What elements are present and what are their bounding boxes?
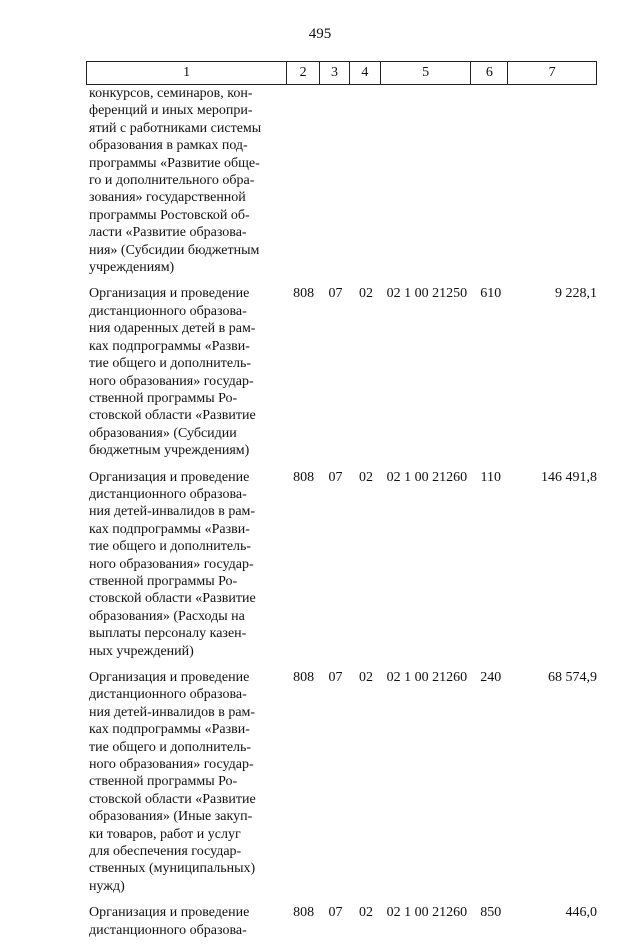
subsection-code xyxy=(351,85,382,276)
subsection-code: 02 xyxy=(358,286,373,302)
section-code xyxy=(321,85,351,276)
amount: 9 228,1 xyxy=(555,286,597,302)
column-header-3: 3 xyxy=(320,62,350,84)
target-article-code: 02 1 00 21260 xyxy=(386,905,468,921)
table-row xyxy=(86,469,597,660)
ministry-code: 808 xyxy=(293,670,315,685)
column-header-6: 6 xyxy=(471,62,508,84)
expense-type-code: 850 xyxy=(480,905,502,921)
column-header-1: 1 xyxy=(87,62,287,84)
table-row xyxy=(86,85,597,276)
row-description: Организация и проведение дистанционного образова- ния детей-инвалидов в рам- ках подпрограммы «Разви- тие общего и дополнитель- ного образования» государ- ственной программы Ро- стовской области «Развитие образования» (Иные закуп- ки товаров, работ и услуг для обеспечения государ- ственных (муниципальных) нужд) xyxy=(89,670,256,894)
column-header-7: 7 xyxy=(548,65,556,80)
row-description: конкурсов, семинаров, кон- ференций и иных меропри- ятий с работниками системы образования в рамках под- программы «Развитие обще- го и дополнительного обра- зования» государственной программы Ростовской об- ласти «Развитие образова- ния» (Субсидии бюджетным учреждениям) xyxy=(89,86,262,276)
target-article-code xyxy=(381,85,472,276)
expense-type-code: 240 xyxy=(480,670,502,685)
column-header-4: 4 xyxy=(350,62,381,84)
ministry-code: 808 xyxy=(293,286,315,302)
target-article-code: 02 1 00 21250 xyxy=(386,286,468,302)
table-header xyxy=(86,61,597,85)
ministry-code: 808 xyxy=(293,905,315,921)
target-article-code: 02 1 00 21260 xyxy=(386,670,468,685)
target-article-code: 02 1 00 21260 xyxy=(386,469,468,485)
amount: 446,0 xyxy=(565,905,597,921)
subsection-code: 02 xyxy=(358,905,373,921)
table-row xyxy=(86,285,597,459)
ministry-code xyxy=(287,85,321,276)
section-code: 07 xyxy=(328,905,343,921)
amount: 146 491,8 xyxy=(541,469,597,485)
table-row xyxy=(86,904,597,939)
subsection-code: 02 xyxy=(358,469,373,485)
column-header-5: 5 xyxy=(381,62,472,84)
section-code: 07 xyxy=(328,469,343,485)
amount xyxy=(509,85,597,276)
row-description: Организация и проведение дистанционного образова- ния детей-инвалидов в рам- ках подпрограммы «Разви- тие общего и дополнитель- ного образования» государ- ственной программы Ро- стовской области «Развитие образования» (Расходы на выплаты персоналу казен- ных учреждений) xyxy=(89,469,256,659)
table-body xyxy=(86,85,597,948)
row-description: Организация и проведение дистанционного образова- ния одаренных детей в рам- ках подпрограммы «Разви- тие общего и дополнитель- ного образования» государ- ственной программы Ро- стовской области «Развитие образования» (Субсидии бюджетным учреждениям) xyxy=(89,286,256,459)
subsection-code: 02 xyxy=(358,670,373,685)
expense-type-code: 610 xyxy=(480,286,502,302)
expense-type-code: 110 xyxy=(480,469,501,485)
expense-type-code xyxy=(472,85,509,276)
ministry-code: 808 xyxy=(293,469,315,485)
section-code: 07 xyxy=(328,286,343,302)
row-description: Организация и проведение дистанционного образова- xyxy=(89,905,250,938)
table-row xyxy=(86,669,597,895)
section-code: 07 xyxy=(328,670,343,685)
amount: 68 574,9 xyxy=(548,670,597,685)
column-header-2: 2 xyxy=(287,62,320,84)
page-number: 495 xyxy=(308,26,332,42)
